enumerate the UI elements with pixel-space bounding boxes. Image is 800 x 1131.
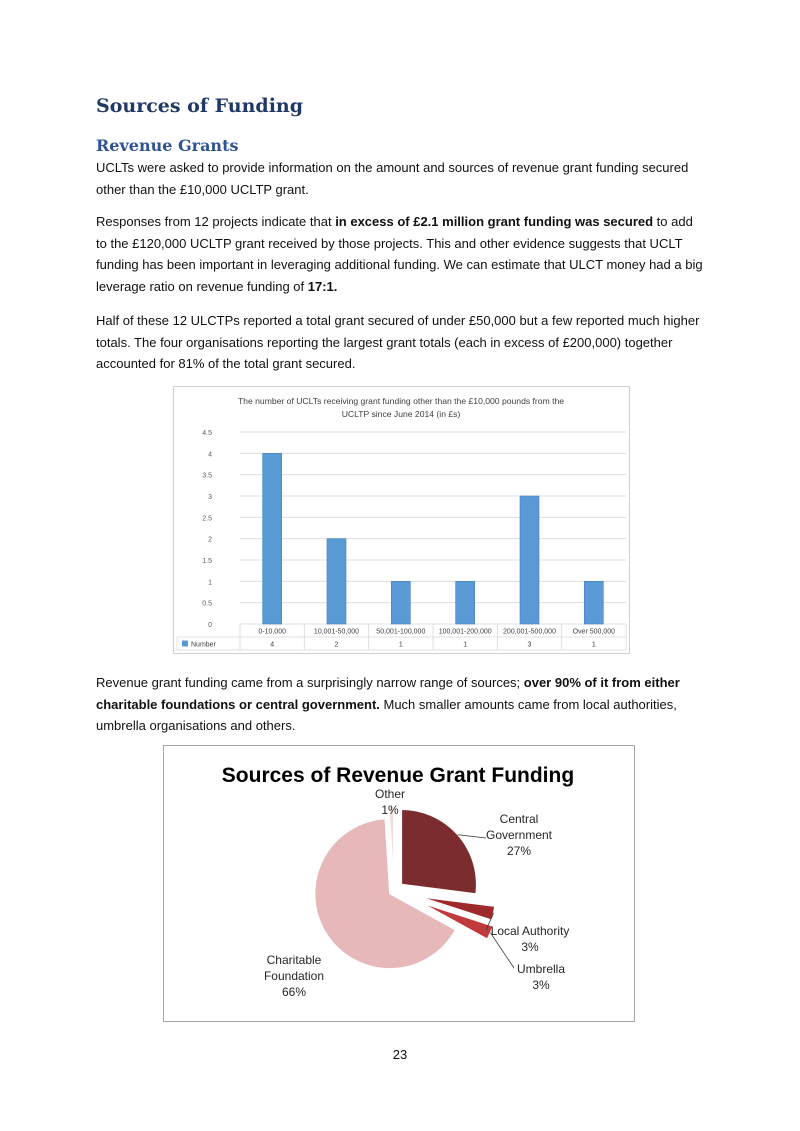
paragraph-responses-bold-a: in excess of £2.1 million grant funding was secured: [335, 214, 654, 229]
label-umbrella-line: Umbrella: [516, 962, 566, 976]
bar-50,001-100,000: [391, 581, 410, 624]
legend-swatch: [182, 641, 188, 647]
pie-chart-svg: [164, 746, 634, 1021]
paragraph-half: Half of these 12 ULCTPs reported a total grant secured of under £50,000 but a few reported much higher totals. The four organisations reporting the largest grant totals (each in excess of £200,000) together accounted for 81% of the total grant secured.: [96, 313, 700, 372]
label-central-government-line: Central: [499, 812, 539, 826]
bar-100,001-200,000: [456, 581, 475, 624]
y-tick-label: 1: [208, 579, 212, 587]
table-value: 3: [527, 641, 532, 649]
paragraph-sources-part-c: Much smaller amounts came from local authorities, umbrella organisations and others.: [96, 696, 677, 734]
paragraph-intro: UCLTs were asked to provide information on the amount and sources of revenue grant funding secured other than the £10,000 UCLTP grant.: [96, 160, 689, 197]
pie-chart-title: Sources of Revenue Grant Funding: [221, 764, 575, 787]
bar-chart-svg: [174, 387, 629, 653]
paragraph-responses-ratio: 17:1.: [307, 278, 338, 294]
label-charitable-foundation-line: Charitable: [266, 953, 322, 967]
pie-chart: [163, 745, 635, 1022]
table-value: 2: [334, 641, 339, 649]
section-title: Sources of Funding: [96, 95, 304, 117]
paragraph-sources: [96, 672, 706, 737]
x-category-label: 50,001-100,000: [376, 628, 426, 636]
label-central-government-line: 27%: [506, 844, 532, 858]
label-charitable-foundation: [264, 953, 324, 999]
label-local-authority-line: 3%: [521, 940, 539, 954]
bar-200,001-500,000: [520, 496, 539, 624]
paragraph-responses-part-c: to add to the £120,000 UCLTP grant received by those projects. This and other evidence suggests that UCLT funding has been important in leveraging additional funding. We can estimate that ULCT money had a big leverage ratio on revenue funding of: [96, 214, 703, 294]
label-central-government-line: Government: [485, 828, 553, 842]
y-tick-label: 3.5: [202, 472, 212, 480]
bar-chart-title-line2: UCLTP since June 2014 (in £s): [341, 409, 461, 419]
label-other-line: 1%: [381, 803, 399, 817]
paragraph-sources-bold: over 90% of it from either charitable foundations or central government.: [96, 675, 680, 712]
y-tick-label: 4: [208, 451, 212, 459]
y-tick-label: 2.5: [202, 515, 212, 523]
y-tick-label: 2: [208, 536, 212, 544]
x-category-label: 200,001-500,000: [503, 628, 556, 636]
label-umbrella-line: 3%: [532, 978, 550, 992]
label-local-authority-line: Local Authority: [490, 924, 570, 938]
table-value: 1: [591, 641, 596, 649]
y-tick-label: 3: [208, 494, 212, 501]
y-tick-label: 0.5: [202, 600, 212, 608]
y-tick-label: 0: [208, 622, 212, 629]
label-other-line: Other: [374, 787, 406, 801]
x-category-label: 0-10,000: [258, 628, 286, 636]
x-category-label: 10,001-50,000: [313, 628, 360, 636]
label-umbrella: [517, 962, 565, 992]
bar-10,001-50,000: [327, 539, 346, 624]
label-local-authority: [491, 924, 570, 954]
paragraph-responses: [96, 211, 706, 297]
table-value: 4: [270, 641, 275, 649]
label-central-government: [486, 812, 553, 858]
subsection-title: Revenue Grants: [96, 136, 239, 155]
legend-label: Number: [191, 641, 216, 649]
label-other: [375, 787, 405, 817]
bar-Over 500,000: [584, 581, 603, 624]
paragraph-sources-part-a: Revenue grant funding came from a surprisingly narrow range of sources;: [96, 675, 524, 690]
y-tick-label: 1.5: [202, 558, 212, 565]
x-category-label: 100,001-200,000: [438, 628, 492, 636]
leader-line: [458, 835, 486, 838]
paragraph-responses-part-a: Responses from 12 projects indicate that: [96, 214, 336, 229]
x-category-label: Over 500,000: [572, 628, 616, 636]
pie-slice-other: [389, 806, 394, 881]
bar-0-10,000: [263, 453, 282, 624]
table-value: 1: [463, 641, 468, 649]
pie-slice-central-government: [402, 809, 477, 893]
y-tick-label: 4.5: [202, 430, 212, 437]
label-charitable-foundation-line: 66%: [281, 985, 307, 999]
table-value: 1: [398, 641, 403, 649]
bar-chart-title-line1: The number of UCLTs receiving grant funding other than the £10,000 pounds from the: [237, 396, 565, 406]
label-charitable-foundation-line: Foundation: [263, 969, 325, 983]
bar-chart: [173, 386, 630, 654]
page-number: 23: [392, 1047, 408, 1062]
